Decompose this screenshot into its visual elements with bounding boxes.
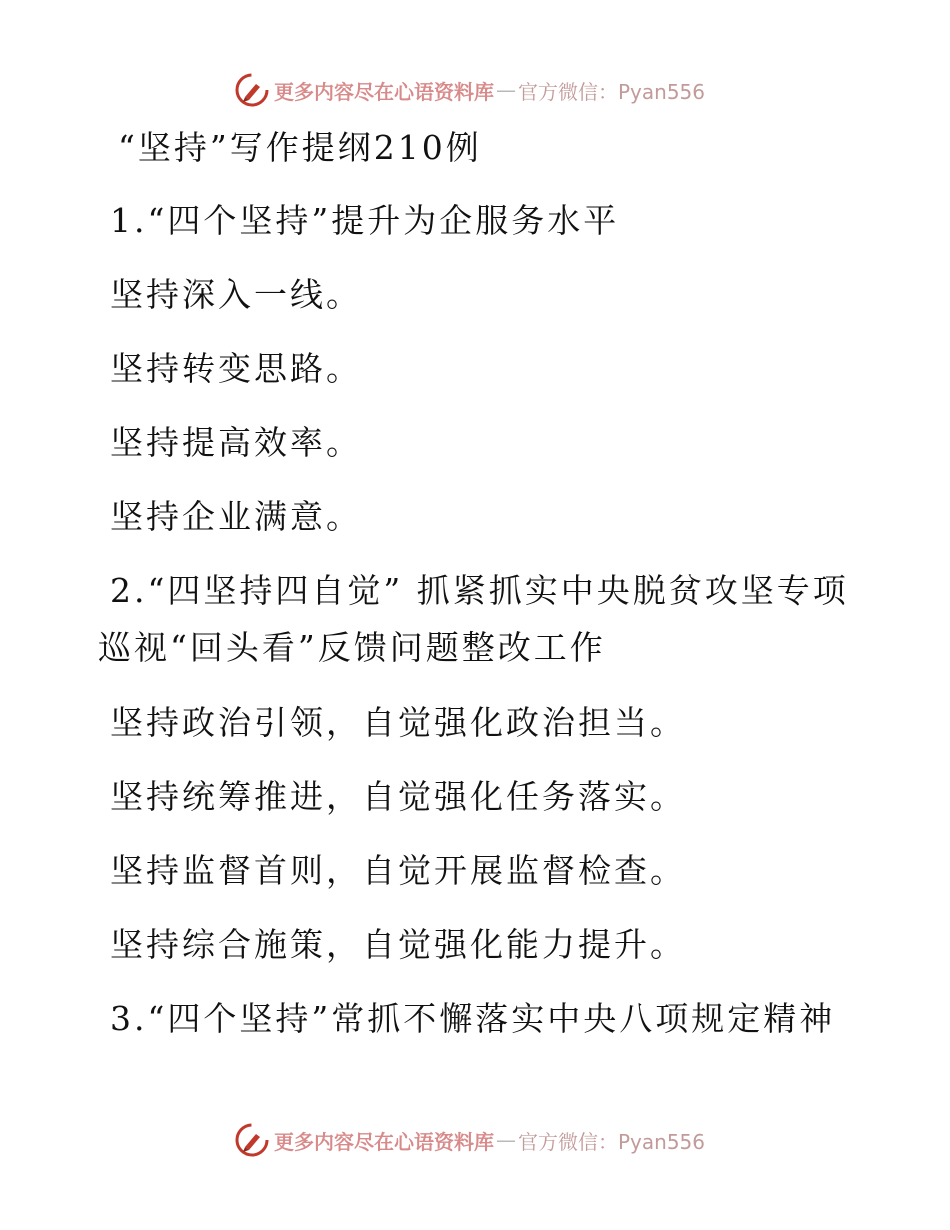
watermark-contact: 官方微信：Pyan556 xyxy=(518,1129,706,1154)
watermark-footer xyxy=(234,1122,705,1158)
pen-logo-icon xyxy=(234,1122,270,1158)
watermark-contact: 官方微信：Pyan556 xyxy=(518,79,706,104)
body-line: 坚持综合施策，自觉强化能力提升。 xyxy=(110,925,686,964)
watermark-dash: — xyxy=(496,1128,516,1152)
section-heading-2: 2.“四坚持四自觉” 抓紧抓实中央脱贫攻坚专项 xyxy=(110,571,849,610)
body-line: 坚持提高效率。 xyxy=(110,423,362,462)
body-line: 坚持政治引领，自觉强化政治担当。 xyxy=(110,703,686,742)
body-line: 坚持企业满意。 xyxy=(110,497,362,536)
watermark-dash: — xyxy=(496,78,516,102)
watermark-text: 更多内容尽在心语资料库 xyxy=(274,1129,494,1154)
body-line: 坚持统筹推进，自觉强化任务落实。 xyxy=(110,777,686,816)
body-line: 坚持转变思路。 xyxy=(110,349,362,388)
watermark-header xyxy=(234,72,705,108)
body-line: 坚持监督首则，自觉开展监督检查。 xyxy=(110,851,686,890)
section-heading-2-continued: 巡视“回头看”反馈问题整改工作 xyxy=(98,628,606,667)
watermark-text: 更多内容尽在心语资料库 xyxy=(274,79,494,104)
document-title: “坚持”写作提纲210例 xyxy=(118,128,482,167)
pen-logo-icon xyxy=(234,72,270,108)
section-heading-3: 3.“四个坚持”常抓不懈落实中央八项规定精神 xyxy=(110,999,836,1038)
body-line: 坚持深入一线。 xyxy=(110,275,362,314)
section-heading-1: 1.“四个坚持”提升为企服务水平 xyxy=(110,201,620,240)
